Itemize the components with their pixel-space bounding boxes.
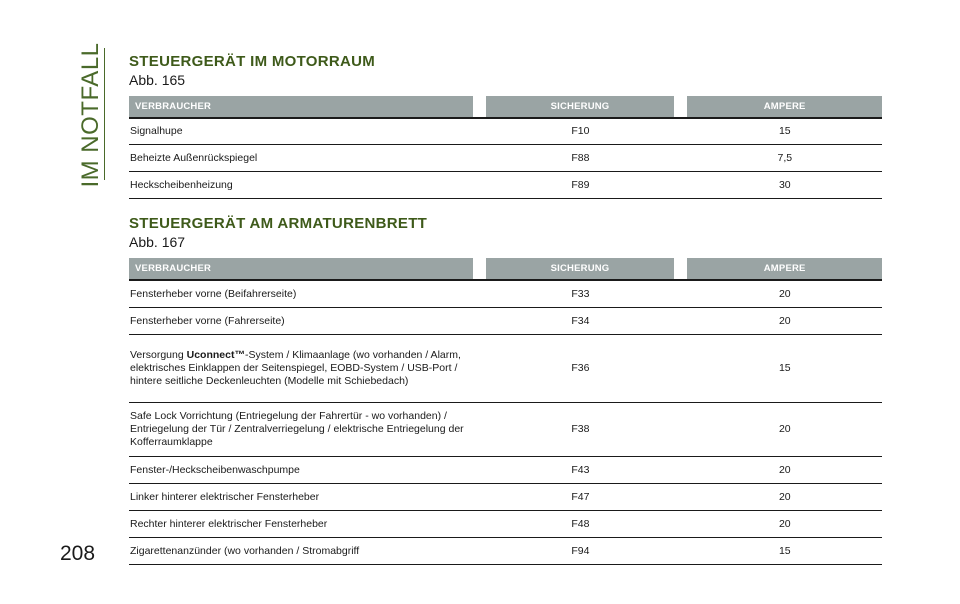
cell-consumer: Heckscheibenheizung bbox=[130, 178, 233, 191]
table-header bbox=[129, 96, 882, 117]
cell-fuse: F34 bbox=[571, 314, 590, 327]
cell-ampere: 20 bbox=[778, 517, 791, 530]
table-row bbox=[129, 511, 882, 538]
cell-fuse: F36 bbox=[571, 362, 590, 374]
chapter-label: IM NOTFALL bbox=[77, 42, 104, 188]
cell-ampere: 20 bbox=[778, 287, 791, 300]
table-row bbox=[129, 335, 882, 403]
header-fuse: SICHERUNG bbox=[486, 258, 675, 279]
cell-fuse: F48 bbox=[571, 517, 590, 530]
cell-fuse: F88 bbox=[571, 151, 590, 164]
cell-ampere: 20 bbox=[778, 463, 791, 476]
cell-ampere: 15 bbox=[778, 544, 791, 557]
section-figure-ref: Abb. 167 bbox=[129, 234, 186, 250]
cell-ampere: 20 bbox=[778, 314, 791, 327]
section-dashboard-fusebox bbox=[129, 216, 882, 565]
cell-fuse: F94 bbox=[571, 544, 590, 557]
table-row bbox=[129, 403, 882, 457]
header-fuse: SICHERUNG bbox=[486, 96, 675, 117]
header-ampere: AMPERE bbox=[687, 258, 882, 279]
cell-fuse: F47 bbox=[571, 490, 590, 503]
cell-ampere: 15 bbox=[778, 362, 791, 374]
cell-ampere: 7,5 bbox=[777, 151, 793, 164]
cell-fuse: F43 bbox=[571, 463, 590, 476]
header-ampere: AMPERE bbox=[687, 96, 882, 117]
cell-consumer-text: Versorgung bbox=[130, 349, 187, 361]
table-row bbox=[129, 119, 882, 145]
uconnect-brand: Uconnect™ bbox=[186, 349, 245, 361]
section-figure-ref: Abb. 165 bbox=[129, 72, 186, 88]
cell-consumer: Linker hinterer elektrischer Fensterheber bbox=[130, 490, 320, 503]
section-engine-fusebox bbox=[129, 54, 882, 199]
cell-consumer: Beheizte Außenrückspiegel bbox=[130, 151, 258, 164]
table-header bbox=[129, 258, 882, 279]
cell-ampere: 30 bbox=[778, 178, 791, 191]
table-row bbox=[129, 538, 882, 565]
header-consumer: VERBRAUCHER bbox=[129, 258, 473, 279]
chapter-divider bbox=[104, 48, 105, 180]
cell-consumer: Zigarettenanzünder (wo vorhanden / Stromabgriff bbox=[130, 544, 360, 557]
table-row bbox=[129, 308, 882, 335]
cell-consumer bbox=[129, 349, 473, 388]
cell-ampere: 20 bbox=[778, 490, 791, 503]
cell-consumer: Signalhupe bbox=[130, 125, 183, 137]
cell-fuse: F10 bbox=[571, 125, 590, 137]
table-row bbox=[129, 145, 882, 172]
table-row bbox=[129, 484, 882, 511]
cell-consumer-text: -System / Klimaanlage (wo vorhanden / Alarm, elektrisches Einklappen der Seitenspiegel, EOBD-System / USB-Port / hintere seitliche Deckenleuchten (Modelle mit Schiebedach) bbox=[130, 349, 461, 387]
cell-ampere: 15 bbox=[778, 125, 791, 137]
cell-consumer: Fensterheber vorne (Fahrerseite) bbox=[130, 314, 285, 327]
section-title: STEUERGERÄT IM MOTORRAUM bbox=[129, 53, 376, 70]
cell-consumer: Safe Lock Vorrichtung (Entriegelung der Fahrertür - wo vorhanden) / Entriegelung der Tür / Zentralverriegelung / elektrische Entriegelung der Kofferraumklappe bbox=[130, 410, 464, 448]
section-title: STEUERGERÄT AM ARMATURENBRETT bbox=[129, 215, 428, 232]
header-consumer: VERBRAUCHER bbox=[129, 96, 473, 117]
cell-fuse: F38 bbox=[571, 423, 590, 435]
cell-consumer: Fensterheber vorne (Beifahrerseite) bbox=[130, 287, 297, 300]
table-row bbox=[129, 457, 882, 484]
table-row bbox=[129, 172, 882, 199]
page-number: 208 bbox=[60, 542, 96, 565]
cell-consumer: Rechter hinterer elektrischer Fensterheber bbox=[130, 517, 328, 530]
cell-ampere: 20 bbox=[778, 423, 791, 435]
cell-fuse: F89 bbox=[571, 178, 590, 191]
table-row bbox=[129, 281, 882, 308]
cell-fuse: F33 bbox=[571, 287, 590, 300]
cell-consumer: Fenster-/Heckscheibenwaschpumpe bbox=[130, 463, 300, 476]
